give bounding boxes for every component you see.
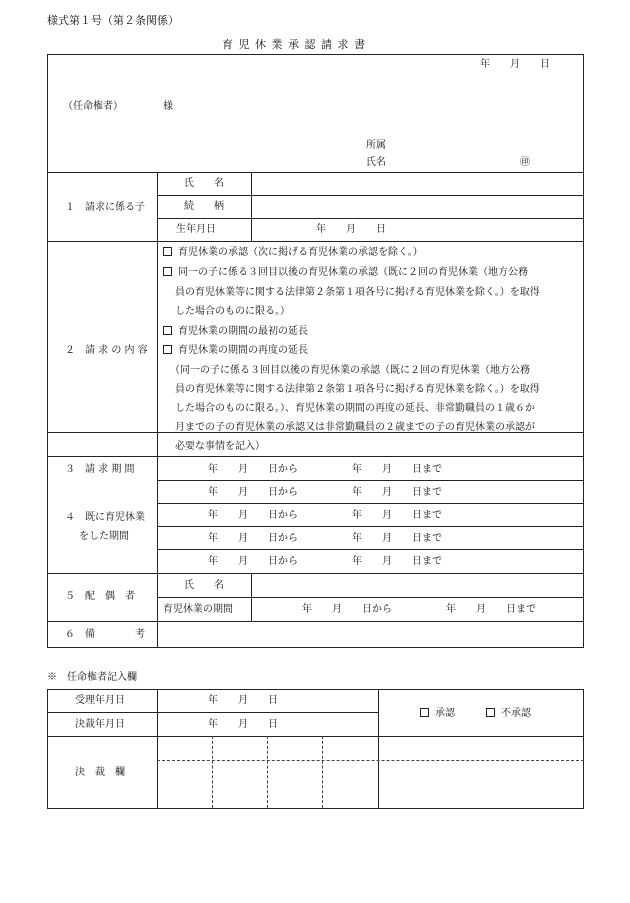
disapprove-option <box>486 707 531 720</box>
section2-label: ２ 請 求 の 内 容 <box>65 345 148 356</box>
decided-date-value: 年 月 日 <box>208 719 278 730</box>
kessai-label: 決 裁 欄 <box>75 767 125 778</box>
prev-period-3-to: 年 月 日まで <box>352 533 442 544</box>
section6-label: ６ 備 考 <box>65 629 145 640</box>
section3-label: ３ 請 求 期 間 <box>65 464 135 475</box>
prev-period-1-from: 年 月 日から <box>208 487 298 498</box>
option-4-text: 育児休業の期間の再度の延長 <box>178 345 308 356</box>
option-2-line2: 員の育児休業等に関する法律第２条第１項各号に掲げる育児休業を除く。）を取得 <box>175 287 540 298</box>
option-1-text: 育児休業の承認（次に掲げる育児休業の承認を除く。） <box>178 247 423 258</box>
prev-period-3-from: 年 月 日から <box>208 533 298 544</box>
form-title: 育 児 休 業 承 認 請 求 書 <box>222 38 366 51</box>
child-birth-label: 生年月日 <box>176 224 216 235</box>
section4-label-2: をした期間 <box>79 531 129 542</box>
appointer-section-heading: ※ 任命権者記入欄 <box>47 672 137 683</box>
approve-option <box>420 707 455 720</box>
received-date-label: 受理年月日 <box>75 695 125 706</box>
reason-line1: （同一の子に係る３回目以後の育児休業の承認（既に２回の育児休業（地方公務 <box>170 365 530 376</box>
appointer-label: （任命権者） <box>63 101 123 112</box>
affiliation-label: 所属 <box>366 140 386 151</box>
prev-period-4-from: 年 月 日から <box>208 556 298 567</box>
spouse-period-from: 年 月 日から <box>302 604 392 615</box>
reason-line4: 月までの子の育児休業の承認又は非常勤職員の２歳までの子の育児休業の承認が <box>175 422 535 433</box>
disapprove-checkbox[interactable] <box>486 708 495 717</box>
checkbox-3[interactable] <box>163 326 172 335</box>
section1-label: １ 請求に係る子 <box>65 202 145 213</box>
prev-period-1-to: 年 月 日まで <box>352 487 442 498</box>
reason-line2: 員の育児休業等に関する法律第２条第１項各号に掲げる育児休業を除く。）を取得 <box>175 384 540 395</box>
section4-label-1: ４ 既に育児休業 <box>65 512 145 523</box>
approve-label: 承認 <box>435 708 455 719</box>
seal-mark: ㊞ <box>520 157 530 168</box>
approve-checkbox[interactable] <box>420 708 429 717</box>
option-4 <box>163 344 308 357</box>
reason-line3: した場合のものに限る。）、育児休業の期間の再度の延長、非常勤職員の１歳６か <box>175 403 535 414</box>
option-3 <box>163 325 308 338</box>
option-1 <box>163 246 423 259</box>
child-name-label: 氏 名 <box>184 178 224 189</box>
received-date-value: 年 月 日 <box>208 695 278 706</box>
decided-date-label: 決裁年月日 <box>75 719 125 730</box>
spouse-name-label: 氏 名 <box>184 580 224 591</box>
prev-period-2-to: 年 月 日まで <box>352 510 442 521</box>
prev-period-2-from: 年 月 日から <box>208 510 298 521</box>
child-relation-label: 続 柄 <box>184 201 224 212</box>
reason-line5: 必要な事情を記入） <box>175 441 265 452</box>
request-period-from: 年 月 日から <box>208 464 298 475</box>
option-2-line3: した場合のものに限る。） <box>175 306 290 317</box>
section5-label: ５ 配 偶 者 <box>65 591 135 602</box>
disapprove-label: 不承認 <box>501 708 531 719</box>
spouse-period-label: 育児休業の期間 <box>163 604 233 615</box>
name-label: 氏名 <box>366 157 386 168</box>
checkbox-4[interactable] <box>163 345 172 354</box>
option-2 <box>163 266 528 279</box>
request-period-to: 年 月 日まで <box>352 464 442 475</box>
child-birth-value: 年 月 日 <box>316 224 386 235</box>
spouse-period-to: 年 月 日まで <box>446 604 536 615</box>
request-date: 年 月 日 <box>480 59 550 70</box>
sama-label: 様 <box>163 101 173 112</box>
prev-period-4-to: 年 月 日まで <box>352 556 442 567</box>
form-number: 様式第１号（第２条関係） <box>47 14 179 27</box>
checkbox-1[interactable] <box>163 247 172 256</box>
checkbox-2[interactable] <box>163 267 172 276</box>
option-2-text: 同一の子に係る３回目以後の育児休業の承認（既に２回の育児休業（地方公務 <box>178 267 528 278</box>
option-3-text: 育児休業の期間の最初の延長 <box>178 326 308 337</box>
